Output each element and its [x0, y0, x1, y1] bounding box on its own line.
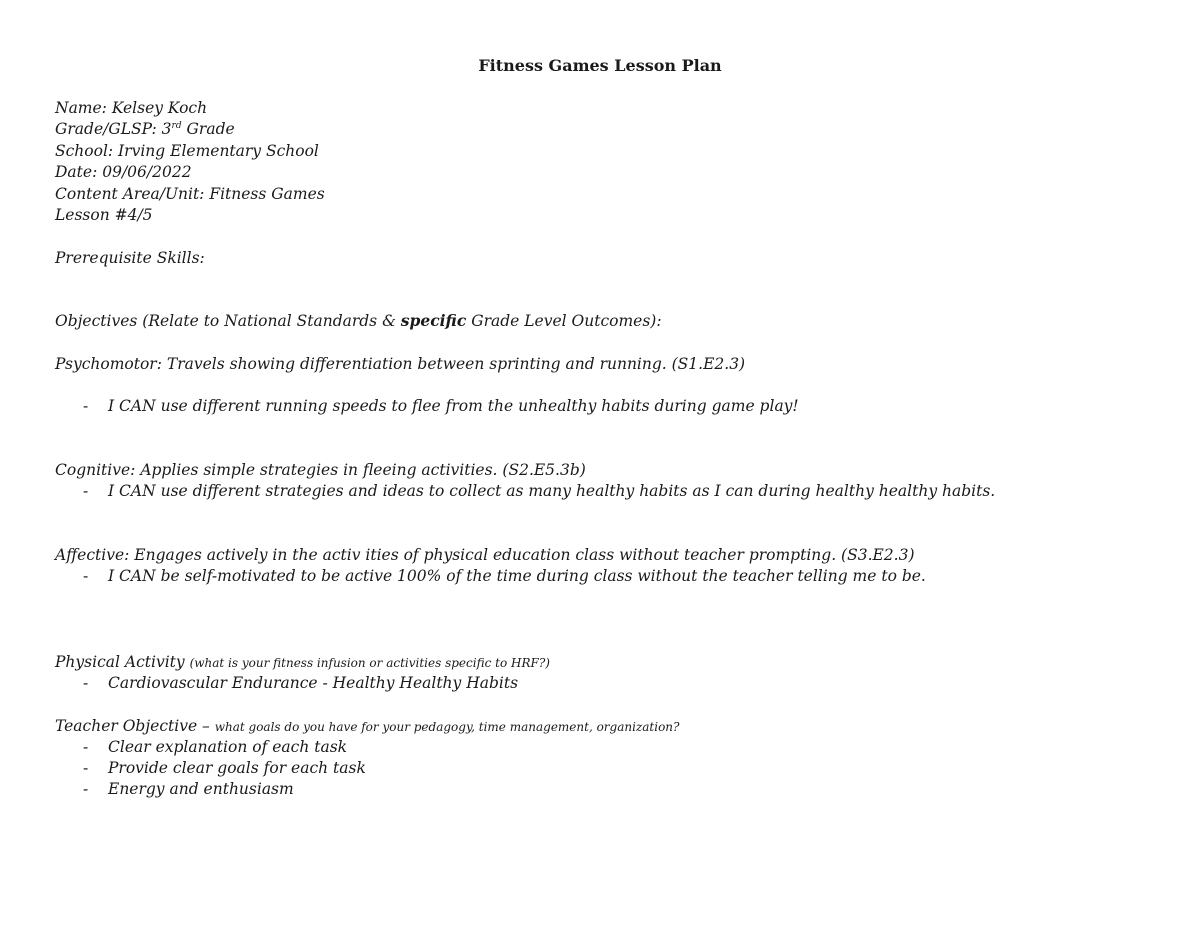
lesson-line: Lesson #4/5 [55, 206, 153, 224]
bullet-text: Energy and enthusiasm [108, 780, 294, 798]
psychomotor-objective: Psychomotor: Travels showing differentiation between sprinting and running. (S1.E2.3) [55, 355, 746, 373]
bullet-text: I CAN use different running speeds to flee from the unhealthy habits during game play! [108, 397, 799, 415]
affective-bullet [0, 566, 1200, 586]
bullet-dash: - [83, 482, 89, 500]
bullet-text: Cardiovascular Endurance - Healthy Healthy Habits [108, 674, 519, 692]
bullet-dash: - [83, 759, 89, 777]
teacher-objective-bullet [0, 737, 1200, 757]
affective-objective: Affective: Engages actively in the activ ities of physical education class without teacher prompting. (S3.E2.3) [55, 546, 915, 564]
psychomotor-bullet [0, 396, 1200, 416]
objectives-heading-before: Objectives (Relate to National Standards & [55, 312, 401, 330]
bullet-dash: - [83, 738, 89, 756]
bullet-text: I CAN be self-motivated to be active 100% of the time during class without the teacher telling me to be. [108, 567, 926, 585]
teacher-objective-note: what goals do you have for your pedagogy, time management, organization? [214, 720, 680, 734]
physical-activity-label: Physical Activity [55, 653, 190, 671]
school-line: School: Irving Elementary School [55, 142, 319, 160]
bullet-dash: - [83, 397, 89, 415]
teacher-objective-heading [55, 716, 679, 737]
cognitive-bullet [0, 481, 1200, 501]
physical-activity-note: (what is your fitness infusion or activities specific to HRF?) [189, 656, 550, 670]
teacher-objective-label: Teacher Objective – [55, 717, 215, 735]
prerequisite-skills: Prerequisite Skills: [55, 249, 205, 267]
cognitive-objective: Cognitive: Applies simple strategies in fleeing activities. (S2.E5.3b) [55, 461, 586, 479]
grade-prefix: Grade/GLSP: 3 [55, 120, 172, 138]
teacher-objective-bullet [0, 758, 1200, 778]
objectives-heading [55, 311, 662, 331]
bullet-text: I CAN use different strategies and ideas to collect as many healthy habits as I can during healthy healthy habits. [108, 482, 996, 500]
grade-suffix: Grade [181, 120, 235, 138]
objectives-heading-after: Grade Level Outcomes): [466, 312, 662, 330]
bullet-text: Provide clear goals for each task [108, 759, 366, 777]
bullet-text: Clear explanation of each task [108, 738, 348, 756]
teacher-objective-bullet [0, 779, 1200, 799]
physical-activity-heading [55, 652, 550, 673]
grade-line [55, 119, 235, 139]
bullet-dash: - [83, 567, 89, 585]
physical-activity-bullet [0, 673, 1200, 693]
grade-superscript: rd [171, 120, 182, 131]
date-line: Date: 09/06/2022 [55, 163, 192, 181]
content-area-line: Content Area/Unit: Fitness Games [55, 185, 325, 203]
bullet-dash: - [83, 780, 89, 798]
page-title: Fitness Games Lesson Plan [478, 56, 722, 75]
bullet-dash: - [83, 674, 89, 692]
name-line: Name: Kelsey Koch [55, 99, 208, 117]
objectives-heading-bold: specific [400, 311, 467, 330]
